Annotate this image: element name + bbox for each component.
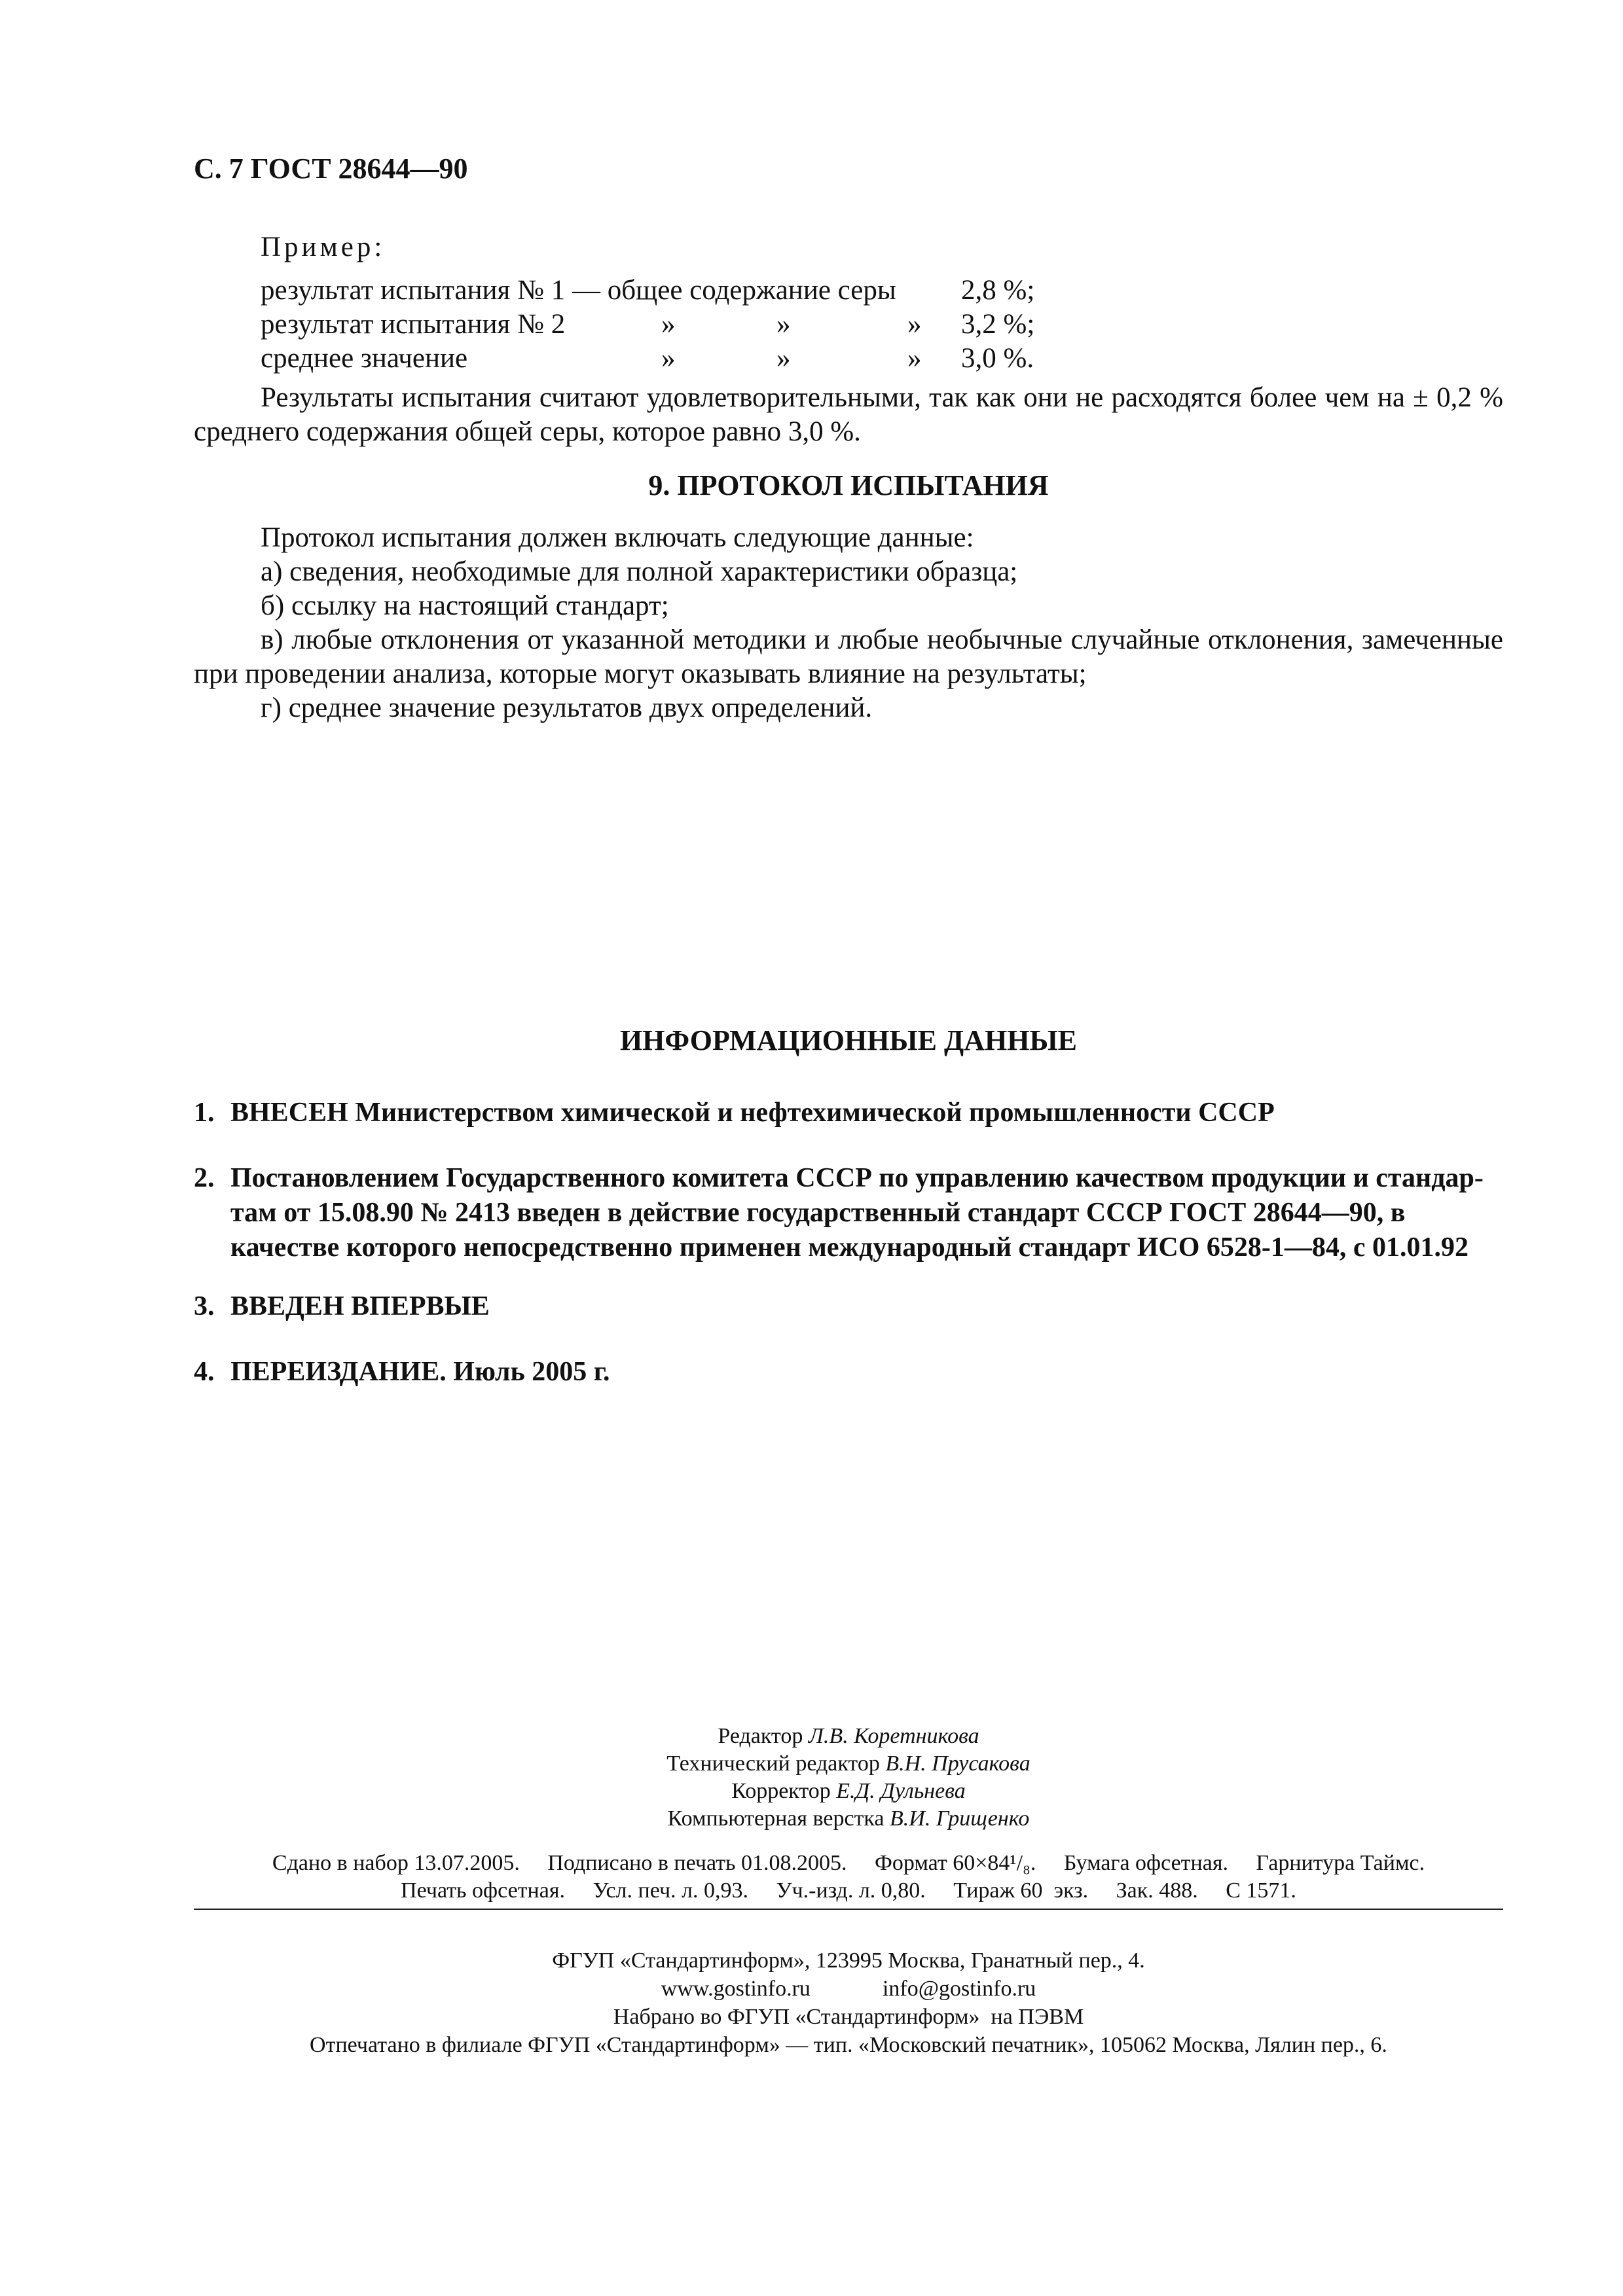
info-item-2-line-2: там от 15.08.90 № 2413 введен в действие государственный стандарт СССР ГОСТ 28644—90, в	[230, 1198, 1406, 1228]
credit-editor: Редактор Л.В. Коретникова	[718, 1724, 979, 1748]
ditto-mark: »	[661, 343, 676, 374]
info-item-2-num: 2.	[194, 1163, 215, 1193]
info-item-1-num: 1.	[194, 1098, 215, 1128]
ditto-mark: »	[907, 343, 922, 374]
page-header: С. 7 ГОСТ 28644—90	[194, 152, 468, 185]
section-9-title: 9. ПРОТОКОЛ ИСПЫТАНИЯ	[648, 469, 1049, 501]
credit-technical-editor: Технический редактор В.Н. Прусакова	[666, 1751, 1030, 1776]
example-row-2-label: результат испытания № 2	[261, 309, 566, 340]
info-item-3-num: 3.	[194, 1291, 215, 1321]
info-item-2-line-1: Постановлением Государственного комитета СССР по управлению качеством продукции и стандар-	[230, 1163, 1484, 1193]
example-row-2-value: 3,2 %;	[961, 309, 1035, 340]
info-item-3-text: ВВЕДЕН ВПЕРВЫЕ	[230, 1291, 490, 1321]
footer-website[interactable]: www.gostinfo.ru	[661, 1977, 811, 2001]
info-item-4-num: 4.	[194, 1357, 215, 1387]
footer-contacts	[194, 1975, 1503, 2003]
list-item: а) сведения, необходимые для полной характеристики образца;	[261, 556, 1018, 587]
footer-email[interactable]: info@gostinfo.ru	[882, 1977, 1036, 2001]
info-item-2-line-3: качестве которого непосредственно применен международный стандарт ИСО 6528-1—84, с 01.01.92	[230, 1232, 1468, 1263]
print-info-line-2: Печать офсетная. Усл. печ. л. 0,93. Уч.-изд. л. 0,80. Тираж 60 экз. Зак. 488. С 1571.	[401, 1878, 1296, 1903]
divider	[194, 1909, 1503, 1910]
credit-layout: Компьютерная верстка В.И. Грищенко	[667, 1806, 1030, 1831]
print-info-line-1: Сдано в набор 13.07.2005. Подписано в печать 01.08.2005. Формат 60×84¹/₈. Бумага офсетная. Гарнитура Таймс.	[272, 1851, 1425, 1875]
info-title: ИНФОРМАЦИОННЫЕ ДАННЫЕ	[619, 1024, 1078, 1056]
ditto-mark: »	[776, 343, 791, 374]
list-item: г) среднее значение результатов двух определений.	[261, 692, 873, 723]
ditto-mark: »	[661, 309, 676, 340]
list-item: б) ссылку на настоящий стандарт;	[261, 590, 669, 621]
example-title: Пример:	[261, 232, 386, 262]
example-conclusion: Результаты испытания считают удовлетворительными, так как они не расходятся более чем на ± 0,2 % среднего содержания общей серы, которое равно 3,0 %.	[194, 382, 1503, 447]
footer-typeset: Набрано во ФГУП «Стандартинформ» на ПЭВМ	[613, 2005, 1084, 2029]
example-row-1-value: 2,8 %;	[961, 275, 1035, 306]
ditto-mark: »	[907, 309, 922, 340]
example-row-1-label: результат испытания № 1 — общее содержание серы	[261, 275, 896, 306]
section-9-intro: Протокол испытания должен включать следующие данные:	[261, 522, 974, 553]
list-item: в) любые отклонения от указанной методики и любые необычные случайные отклонения, замеченные при проведении анализа, которые могут оказывать влияние на результаты;	[194, 624, 1503, 689]
ditto-mark: »	[776, 309, 791, 340]
info-item-4-text: ПЕРЕИЗДАНИЕ. Июль 2005 г.	[230, 1357, 610, 1387]
footer-printed: Отпечатано в филиале ФГУП «Стандартинформ» — тип. «Московский печатник», 105062 Москва, Лялин пер., 6.	[310, 2033, 1387, 2057]
info-item-1-text: ВНЕСЕН Министерством химической и нефтехимической промышленности СССР	[230, 1098, 1275, 1128]
footer-publisher: ФГУП «Стандартинформ», 123995 Москва, Гранатный пер., 4.	[552, 1948, 1145, 1973]
example-row-3-label: среднее значение	[261, 343, 468, 374]
credit-corrector: Корректор Е.Д. Дульнева	[731, 1779, 966, 1803]
example-row-3-value: 3,0 %.	[961, 343, 1034, 374]
